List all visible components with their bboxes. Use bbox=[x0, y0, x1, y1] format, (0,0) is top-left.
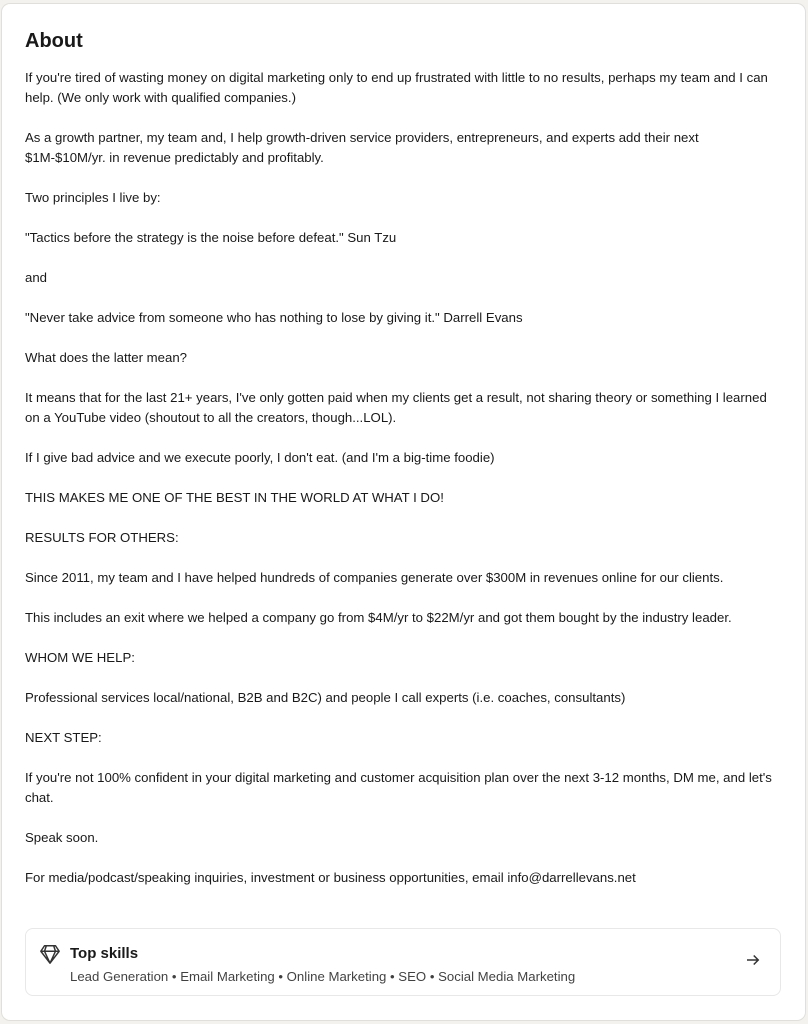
about-paragraph: and bbox=[25, 270, 48, 285]
about-paragraph: "Tactics before the strategy is the noise before defeat." Sun Tzu bbox=[25, 230, 397, 245]
top-skills-title: Top skills bbox=[70, 945, 139, 962]
about-paragraph: Two principles I live by: bbox=[25, 190, 161, 205]
about-paragraph: This includes an exit where we helped a company go from $4M/yr to $22M/yr and got them bought by the industry leader. bbox=[25, 610, 732, 625]
about-paragraph: As a growth partner, my team and, I help growth-driven service providers, entrepreneurs, and experts add their next $1M-$10M/yr. in revenue predictably and profitably. bbox=[25, 130, 699, 165]
arrow-right-icon[interactable] bbox=[744, 951, 762, 969]
about-card bbox=[2, 4, 805, 1020]
about-paragraph: Professional services local/national, B2B and B2C) and people I call experts (i.e. coaches, consultants) bbox=[25, 690, 626, 705]
about-paragraph: Since 2011, my team and I have helped hundreds of companies generate over $300M in revenues online for our clients. bbox=[25, 570, 724, 585]
about-paragraph: What does the latter mean? bbox=[25, 350, 188, 365]
top-skills-list: Lead Generation • Email Marketing • Online Marketing • SEO • Social Media Marketing bbox=[70, 969, 576, 984]
about-paragraph: NEXT STEP: bbox=[25, 730, 102, 745]
diamond-icon bbox=[39, 943, 61, 965]
about-paragraph: WHOM WE HELP: bbox=[25, 650, 135, 665]
top-skills-button[interactable] bbox=[25, 928, 781, 996]
about-paragraph: For media/podcast/speaking inquiries, investment or business opportunities, email info@darrellevans.net bbox=[25, 870, 636, 885]
about-paragraph: "Never take advice from someone who has nothing to lose by giving it." Darrell Evans bbox=[25, 310, 523, 325]
about-paragraph: RESULTS FOR OTHERS: bbox=[25, 530, 179, 545]
about-paragraph: It means that for the last 21+ years, I've only gotten paid when my clients get a result, not sharing theory or something I learned on a YouTube video (shoutout to all the creators, though...LOL). bbox=[25, 390, 767, 425]
about-paragraph: THIS MAKES ME ONE OF THE BEST IN THE WORLD AT WHAT I DO! bbox=[25, 490, 444, 505]
about-text bbox=[25, 68, 775, 908]
about-paragraph: If I give bad advice and we execute poorly, I don't eat. (and I'm a big-time foodie) bbox=[25, 450, 495, 465]
about-paragraph: If you're not 100% confident in your digital marketing and customer acquisition plan over the next 3-12 months, DM me, and let's chat. bbox=[25, 770, 772, 805]
about-paragraph: If you're tired of wasting money on digital marketing only to end up frustrated with little to no results, perhaps my team and I can help. (We only work with qualified companies.) bbox=[25, 70, 768, 105]
section-title: About bbox=[25, 30, 83, 52]
about-paragraph: Speak soon. bbox=[25, 830, 99, 845]
